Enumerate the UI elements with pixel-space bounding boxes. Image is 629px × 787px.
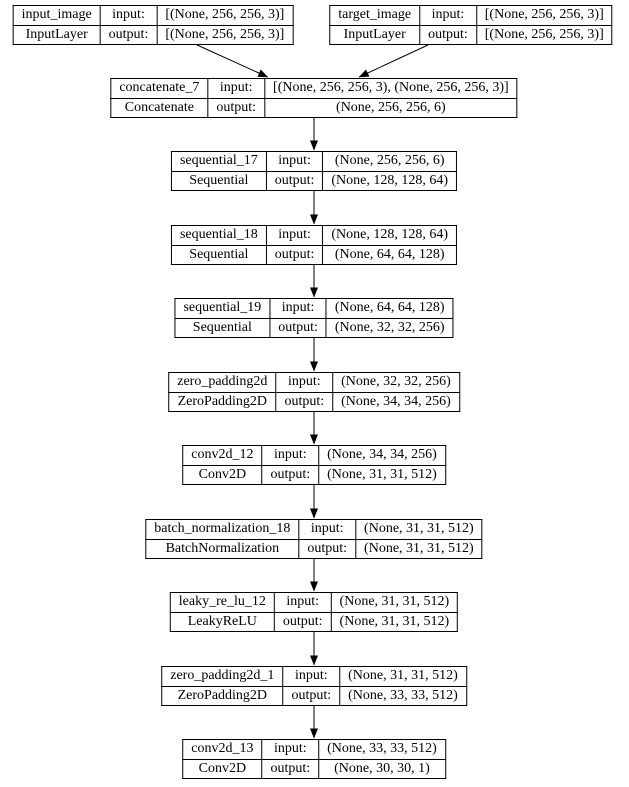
layer-name: conv2d_12 <box>183 446 262 466</box>
layer-class: LeakyReLU <box>170 612 274 632</box>
output-shape-value: (None, 31, 31, 512) <box>356 539 483 559</box>
edge-target_image-to-concatenate_7 <box>359 45 428 77</box>
input-label: input: <box>266 226 323 246</box>
output-shape-value: (None, 64, 64, 128) <box>323 245 457 265</box>
output-label: output: <box>266 171 323 191</box>
layer-class: Concatenate <box>111 98 208 118</box>
input-label: input: <box>266 152 323 172</box>
layer-name: sequential_19 <box>175 299 270 319</box>
layer-node-target_image <box>329 5 612 45</box>
output-label: output: <box>100 25 157 45</box>
input-label: input: <box>276 373 333 393</box>
output-shape-value: (None, 34, 34, 256) <box>333 392 460 412</box>
layer-name: sequential_18 <box>171 226 266 246</box>
input-shape-value: (None, 31, 31, 512) <box>340 667 467 687</box>
input-label: input: <box>270 299 327 319</box>
input-label: input: <box>299 520 356 540</box>
layer-node-conv2d_13 <box>182 739 446 779</box>
output-shape-value: (None, 32, 32, 256) <box>326 318 453 338</box>
output-label: output: <box>276 392 333 412</box>
output-label: output: <box>283 686 340 706</box>
layer-class: InputLayer <box>13 25 100 45</box>
input-shape-value: (None, 31, 31, 512) <box>356 520 483 540</box>
layer-name: concatenate_7 <box>111 79 208 99</box>
layer-node-zero_padding2d_1 <box>161 666 467 706</box>
layer-node-concatenate_7 <box>110 78 517 118</box>
layer-class: Sequential <box>175 318 270 338</box>
input-shape-value: [(None, 256, 256, 3)] <box>157 6 293 26</box>
output-shape-value: (None, 33, 33, 512) <box>340 686 467 706</box>
layer-class: ZeroPadding2D <box>169 392 276 412</box>
input-label: input: <box>262 446 319 466</box>
layer-class: BatchNormalization <box>146 539 299 559</box>
input-shape-value: (None, 128, 128, 64) <box>323 226 457 246</box>
input-shape-value: (None, 64, 64, 128) <box>326 299 453 319</box>
layer-class: Conv2D <box>183 759 262 779</box>
input-shape-value: [(None, 256, 256, 3), (None, 256, 256, 3)] <box>265 79 518 99</box>
layer-class: InputLayer <box>330 25 420 45</box>
input-shape-value: (None, 31, 31, 512) <box>331 593 458 613</box>
layer-name: sequential_17 <box>171 152 266 172</box>
input-label: input: <box>100 6 157 26</box>
output-label: output: <box>262 465 319 485</box>
input-shape-value: (None, 34, 34, 256) <box>319 446 446 466</box>
output-shape-value: (None, 256, 256, 6) <box>265 98 518 118</box>
layer-name: target_image <box>330 6 420 26</box>
output-shape-value: (None, 31, 31, 512) <box>331 612 458 632</box>
output-shape-value: (None, 30, 30, 1) <box>319 759 446 779</box>
layer-name: input_image <box>13 6 100 26</box>
input-shape-value: [(None, 256, 256, 3)] <box>476 6 612 26</box>
output-label: output: <box>208 98 265 118</box>
layer-node-sequential_17 <box>171 151 457 191</box>
layer-name: zero_padding2d <box>169 373 276 393</box>
layer-node-leaky_re_lu_12 <box>170 592 458 632</box>
layer-name: conv2d_13 <box>183 740 262 760</box>
output-shape-value: [(None, 256, 256, 3)] <box>157 25 293 45</box>
input-label: input: <box>208 79 265 99</box>
output-label: output: <box>262 759 319 779</box>
input-label: input: <box>262 740 319 760</box>
layer-node-conv2d_12 <box>182 445 446 485</box>
layer-class: Sequential <box>171 171 266 191</box>
output-label: output: <box>270 318 327 338</box>
input-shape-value: (None, 32, 32, 256) <box>333 373 460 393</box>
output-shape-value: (None, 31, 31, 512) <box>319 465 446 485</box>
layer-class: Conv2D <box>183 465 262 485</box>
output-label: output: <box>274 612 331 632</box>
input-shape-value: (None, 256, 256, 6) <box>323 152 457 172</box>
layer-node-batch_normalization_18 <box>145 519 482 559</box>
layer-class: Sequential <box>171 245 266 265</box>
output-shape-value: (None, 128, 128, 64) <box>323 171 457 191</box>
layer-class: ZeroPadding2D <box>162 686 283 706</box>
input-label: input: <box>274 593 331 613</box>
layer-name: zero_padding2d_1 <box>162 667 283 687</box>
input-label: input: <box>420 6 477 26</box>
layer-node-sequential_18 <box>171 225 457 265</box>
layer-name: leaky_re_lu_12 <box>170 593 274 613</box>
edge-input_image-to-concatenate_7 <box>197 45 268 77</box>
input-shape-value: (None, 33, 33, 512) <box>319 740 446 760</box>
output-label: output: <box>420 25 477 45</box>
output-label: output: <box>299 539 356 559</box>
layer-name: batch_normalization_18 <box>146 520 299 540</box>
layer-node-sequential_19 <box>174 298 453 338</box>
input-label: input: <box>283 667 340 687</box>
layer-node-zero_padding2d <box>168 372 460 412</box>
output-label: output: <box>266 245 323 265</box>
output-shape-value: [(None, 256, 256, 3)] <box>476 25 612 45</box>
layer-node-input_image <box>13 5 294 45</box>
